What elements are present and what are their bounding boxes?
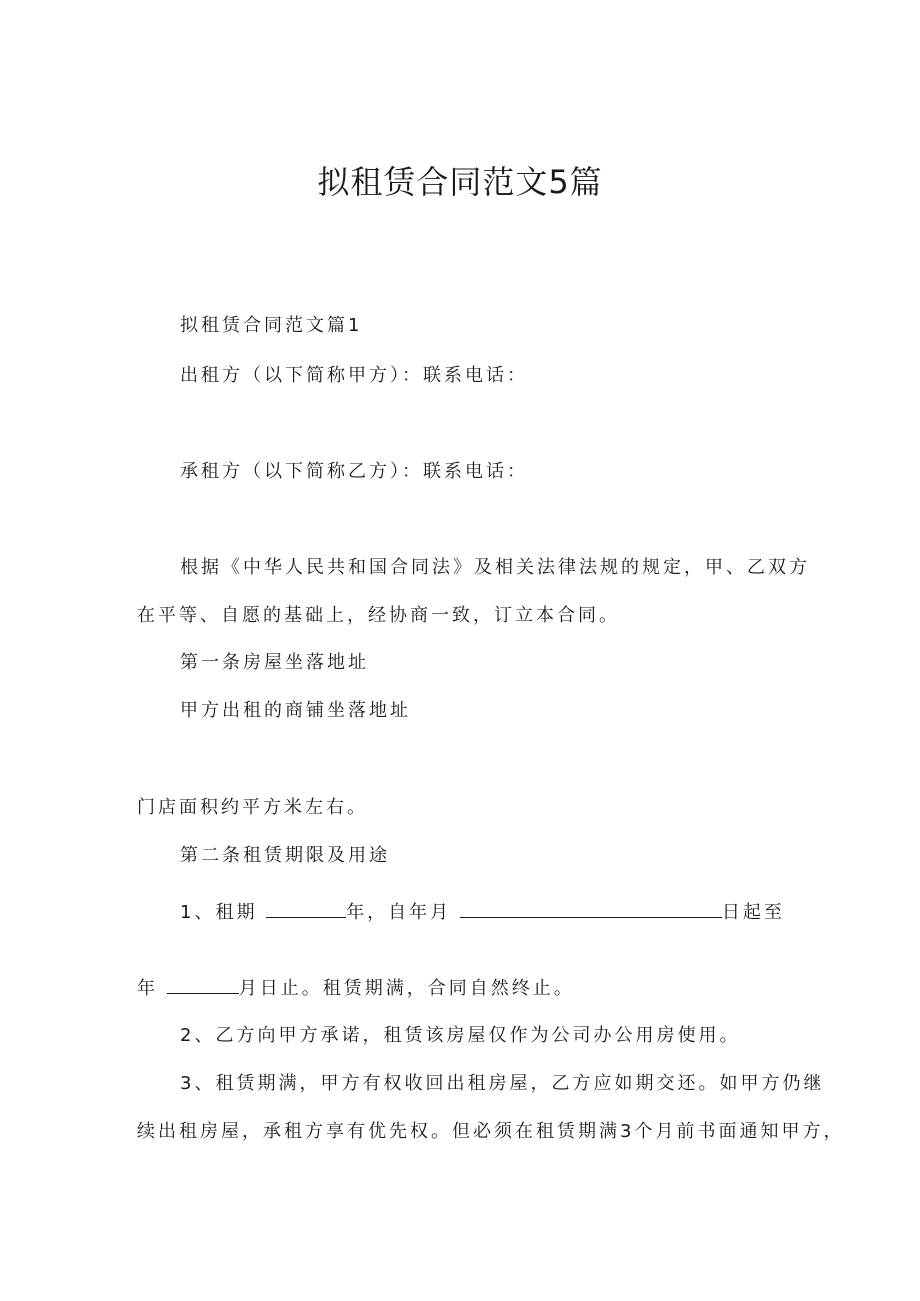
term-line-1 — [180, 899, 785, 926]
term2-suffix: 月日止。租赁期满，合同自然终止。 — [238, 978, 575, 999]
area-text: 门店面积约平方米左右。 — [137, 797, 368, 818]
intro-paragraph-line-2: 在平等、自愿的基础上，经协商一致，订立本合同。 — [137, 605, 620, 626]
clause-2: 2、乙方向甲方承诺，租赁该房屋仅作为公司办公用房使用。 — [180, 1025, 741, 1046]
term-mid: 年，自年月 — [346, 902, 452, 923]
article-2-title: 第二条租赁期限及用途 — [180, 845, 390, 866]
clause-3-line-1: 3、租赁期满，甲方有权收回出租房屋，乙方应如期交还。如甲方仍继 — [180, 1073, 825, 1094]
intro-paragraph-line-1: 根据《中华人民共和国合同法》及相关法律法规的规定，甲、乙双方 — [180, 557, 810, 578]
term-prefix: 1、租期 — [180, 902, 258, 923]
lessor-line: 出租方（以下简称甲方）：联系电话： — [180, 365, 528, 386]
term-end-month-blank — [167, 975, 239, 994]
term-start-date-blank — [460, 899, 722, 918]
lessee-line: 承租方（以下简称乙方）：联系电话： — [180, 461, 528, 482]
term2-prefix: 年 — [137, 978, 158, 999]
clause-3-line-2: 续出租房屋，承租方享有优先权。但必须在租赁期满3个月前书面通知甲方， — [137, 1121, 845, 1142]
article-1-text: 甲方出租的商铺坐落地址 — [180, 700, 411, 721]
term-years-blank — [266, 899, 346, 918]
section-heading: 拟租赁合同范文篇1 — [180, 315, 363, 336]
document-title: 拟租赁合同范文5篇 — [317, 163, 603, 201]
term-suffix: 日起至 — [721, 902, 785, 923]
term-line-2 — [137, 975, 575, 1002]
article-1-title: 第一条房屋坐落地址 — [180, 652, 369, 673]
